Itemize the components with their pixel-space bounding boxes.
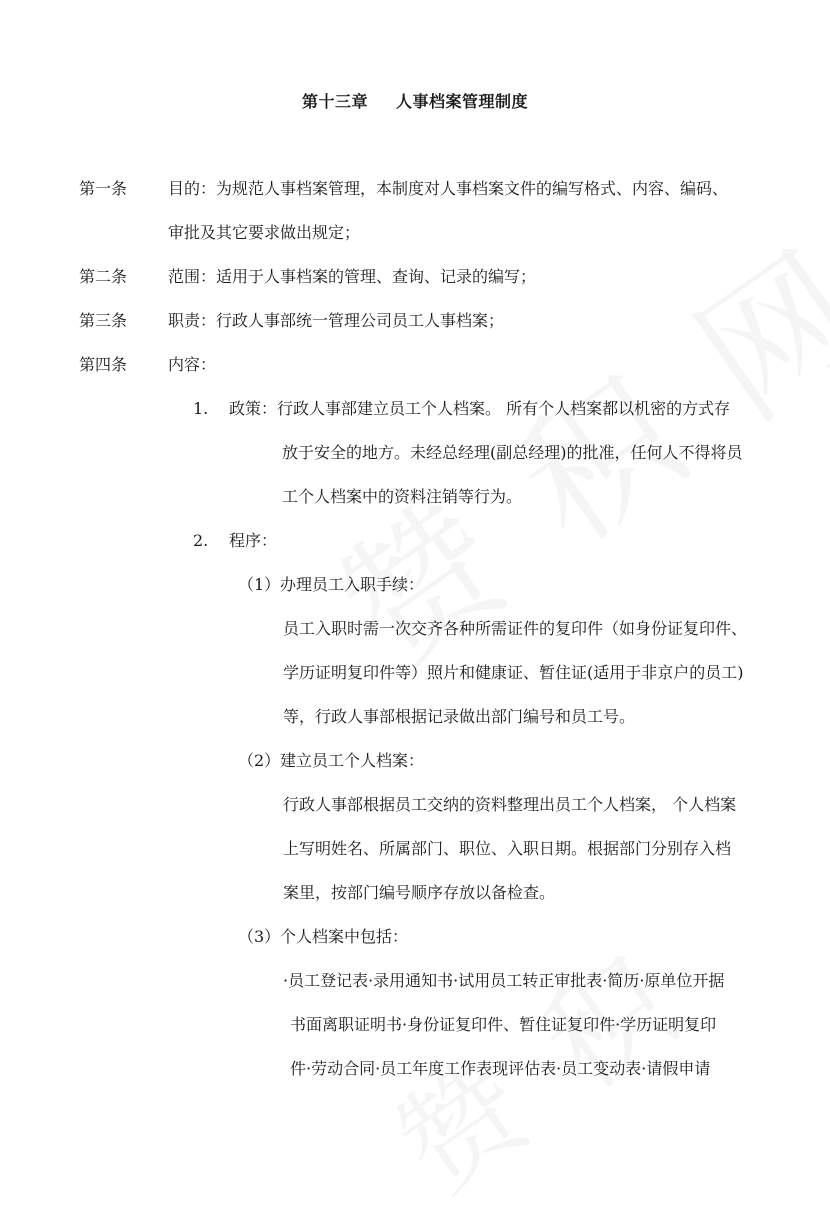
article-text: 范围：适用于人事档案的管理、查询、记录的编写；	[168, 267, 537, 286]
article-text: 审批及其它要求做出规定；	[168, 223, 361, 242]
article-text: 目的：为规范人事档案管理，本制度对人事档案文件的编写格式、内容、编码、	[168, 179, 729, 198]
step-text: 员工入职时需一次交齐各种所需证件的复印件（如身份证复印件、	[283, 619, 748, 638]
step-number: （1）	[238, 575, 281, 594]
article-text: 职责：行政人事部统一管理公司员工人事档案；	[168, 311, 505, 330]
step-text: 书面离职证明书·身份证复印件、暂住证复印件·学历证明复印	[290, 1015, 717, 1034]
item-text: 放于安全的地方。未经总经理(副总经理)的批准，任何人不得将员	[282, 443, 743, 462]
article-label: 第一条	[79, 179, 128, 198]
step-title: 建立员工个人档案：	[280, 751, 425, 770]
item-text: 程序：	[229, 531, 278, 550]
step-text: 件·劳动合同·员工年度工作表现评估表·员工变动表·请假申请	[290, 1059, 711, 1078]
page-title	[0, 89, 830, 112]
step-number: （2）	[238, 751, 281, 770]
article-label: 第三条	[79, 311, 128, 330]
step-number: （3）	[238, 927, 281, 946]
item-number: 1.	[193, 399, 209, 418]
step-text: 上写明姓名、所属部门、职位、入职日期。根据部门分别存入档	[283, 839, 732, 858]
item-text: 工个人档案中的资料注销等行为。	[282, 487, 523, 506]
article-label: 第四条	[79, 355, 128, 374]
article-label: 第二条	[79, 267, 128, 286]
step-text: 学历证明复印件等）照片和健康证、暂住证(适用于非京户的员工)	[283, 663, 744, 682]
step-text: 行政人事部根据员工交纳的资料整理出员工个人档案， 个人档案	[283, 795, 737, 814]
step-text: 案里，按部门编号顺序存放以备检查。	[283, 883, 556, 902]
step-text: ·员工登记表·录用通知书·试用员工转正审批表·简历·原单位开据	[283, 971, 725, 990]
chapter-number: 第十三章	[301, 92, 368, 111]
step-text: 等，行政人事部根据记录做出部门编号和员工号。	[283, 707, 636, 726]
chapter-name: 人事档案管理制度	[396, 92, 529, 111]
item-number: 2.	[193, 531, 209, 550]
article-text: 内容：	[168, 355, 217, 374]
step-title: 个人档案中包括：	[280, 927, 409, 946]
item-text: 政策：行政人事部建立员工个人档案。 所有个人档案都以机密的方式存	[229, 399, 731, 418]
step-title: 办理员工入职手续：	[280, 575, 425, 594]
